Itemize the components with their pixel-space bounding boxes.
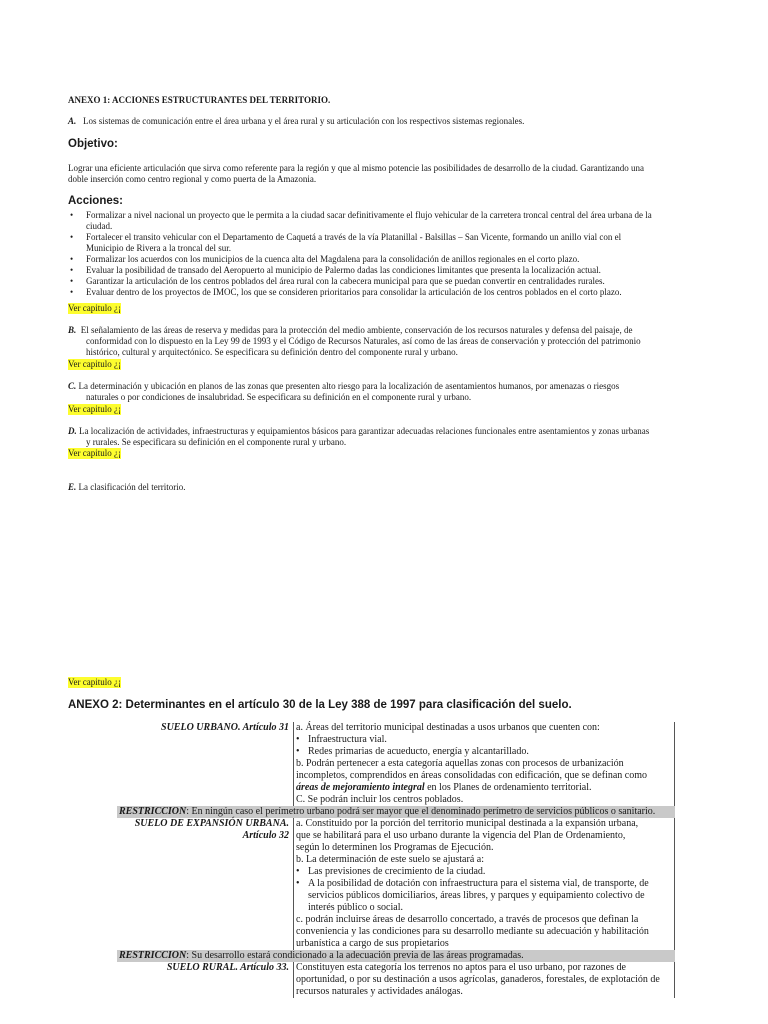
list-item — [68, 232, 728, 254]
action-line: • Formalizar los acuerdos con los municipios de la cuenca alta del Magdalena para la consolidación de anillos regionales en el corto plazo. — [86, 254, 580, 264]
section-d — [68, 426, 728, 448]
expansion-soil-label-line: Artículo 32 — [242, 830, 289, 841]
restriction-text: : Su desarrollo estará condicionado a la adecuación previa de las áreas programadas. — [186, 950, 524, 961]
expansion-soil-a: según lo determinen los Programas de Ejecución. — [296, 842, 494, 853]
restriction-1 — [117, 806, 675, 818]
see-chapter-link[interactable]: Ver capitulo ¿¡ — [68, 677, 121, 687]
urban-soil-c: C. Se podrán incluir los centros poblados. — [296, 794, 464, 805]
list-item — [68, 276, 728, 287]
table-row — [117, 950, 675, 962]
table-row — [117, 818, 675, 950]
objective-line: doble inserción como centro regional y como puerta de la Amazonia. — [68, 174, 317, 184]
annex2-title: ANEXO 2: Determinantes en el artículo 30 de la Ley 388 de 1997 para clasificación del suelo. — [68, 699, 572, 711]
section-b-line: El señalamiento de las áreas de reserva y medidas para la protección del medio ambiente, conservación de los recursos naturales y defensa del paisaje, de — [80, 325, 633, 335]
list-item: • Infraestructura vial. — [296, 734, 672, 746]
urban-soil-bullets — [296, 734, 672, 758]
list-item — [68, 265, 728, 276]
see-chapter-link[interactable]: Ver capitulo ¿¡ — [68, 448, 121, 458]
section-a-letter: A. — [68, 116, 77, 126]
expansion-soil-bullets — [296, 866, 672, 914]
actions-list — [68, 210, 728, 298]
rural-soil-content: Constituyen esta categoría los terrenos no aptos para el uso urbano, por razones de oportunidad, o por su destinación a usos agrícolas, ganaderos, forestales, de explotación de recursos naturales y actividades análogas. — [294, 962, 675, 998]
table-row — [117, 806, 675, 818]
list-item: • Redes primarias de acueducto, energía y alcantarillado. — [296, 746, 672, 758]
annex1-title: ANEXO 1: ACCIONES ESTRUCTURANTES DEL TERRITORIO. — [68, 95, 331, 105]
restriction-label: RESTRICCION — [119, 806, 187, 817]
actions-heading: Acciones: — [68, 195, 123, 207]
action-line: • Garantizar la articulación de los centros poblados del área rural con la cabecera municipal para que se puedan convertir en centralidades rurales. — [86, 276, 605, 286]
section-b — [68, 325, 728, 358]
restriction-text: : En ningún caso el perímetro urbano podrá ser mayor que el denominado perímetro de servicios públicos o sanitario. — [186, 806, 656, 817]
section-e-text: La clasificación del territorio. — [78, 482, 186, 492]
action-line: • Evaluar dentro de los proyectos de IMOC, los que se consideren prioritarios para consolidar la articulación de los centros poblados en el corto plazo. — [86, 287, 622, 297]
expansion-soil-content — [294, 818, 675, 950]
list-item — [68, 210, 728, 232]
section-e — [68, 482, 185, 493]
expansion-soil-b: b. La determinación de este suelo se ajustará a: — [296, 854, 484, 865]
rural-soil-label: SUELO RURAL. Artículo 33. — [166, 962, 289, 973]
action-line: ciudad. — [86, 221, 113, 231]
see-chapter-link[interactable]: Ver capitulo ¿¡ — [68, 404, 121, 414]
urban-soil-content — [294, 722, 675, 806]
action-line: • Formalizar a nivel nacional un proyecto que le permita a la ciudad sacar definitivamente el flujo vehicular de la carretera troncal central del área urbana de la — [86, 210, 652, 220]
section-d-line: y rurales. Se especificara su definición en el componente rural y urbano. — [86, 437, 347, 447]
urban-soil-b: incompletos, comprendidos en áreas consolidadas con edificación, que se definan como — [296, 770, 647, 781]
expansion-soil-label-line: SUELO DE EXPANSIÓN URBANA. — [134, 818, 289, 829]
table-row — [117, 722, 675, 806]
urban-soil-b — [296, 782, 672, 794]
soil-classification-table — [117, 722, 675, 998]
list-item: • A la posibilidad de dotación con infraestructura para el sistema vial, de transporte, de servicios públicos domiciliarios, áreas libres, y parques y equipamiento colectivo de interés público o social. — [296, 878, 672, 914]
expansion-soil-label — [117, 818, 294, 950]
section-d-line: La localización de actividades, infraestructuras y equipamientos básicos para garantizar adecuadas relaciones funcionales entre asentamientos y zonas urbanas — [79, 426, 650, 436]
section-b-letter: B. — [68, 325, 77, 335]
restriction-label: RESTRICCION — [119, 950, 187, 961]
objective-line: Lograr una eficiente articulación que sirva como referente para la región y que al mismo potencie las posibilidades de desarrollo de la ciudad. Garantizando una — [68, 163, 645, 173]
urban-soil-label: SUELO URBANO. Artículo 31 — [161, 722, 289, 733]
list-item: • Las previsiones de crecimiento de la ciudad. — [296, 866, 672, 878]
restriction-2 — [117, 950, 675, 962]
table-row — [117, 962, 675, 998]
action-line: • Fortalecer el transito vehicular con el Departamento de Caquetá a través de la vía Platanillal - Balsillas – San Vicente, formando un anillo vial con el — [86, 232, 622, 242]
section-b-line: histórico, cultural y arquitectónico. Se especificara su definición dentro del componente rural y urbano. — [86, 347, 458, 357]
urban-soil-a: a. Áreas del territorio municipal destinadas a usos urbanos que cuenten con: — [296, 722, 600, 733]
urban-soil-b-emphasis: áreas de mejoramiento integral — [296, 782, 425, 793]
urban-soil-b: b. Podrán pertenecer a esta categoría aquellas zonas con procesos de urbanización — [296, 758, 624, 769]
expansion-soil-a: que se habilitará para el uso urbano durante la vigencia del Plan de Ordenamiento, — [296, 830, 626, 841]
list-item — [68, 287, 728, 298]
objective-heading: Objetivo: — [68, 138, 118, 150]
action-line: Municipio de Rivera a la troncal del sur. — [86, 243, 231, 253]
expansion-soil-c: c. podrán incluirse áreas de desarrollo concertado, a través de procesos que definan la conveniencia y las condiciones para su desarrollo mediante su adecuación y habilitación urbanística a cargo de sus propietarios — [296, 914, 649, 949]
section-d-letter: D. — [68, 426, 77, 436]
section-c-line: naturales o por condiciones de insalubridad. Se especificara su definición en el componente rural y urbano. — [86, 392, 472, 402]
expansion-soil-a: a. Constituido por la porción del territorio municipal destinada a la expansión urbana, — [296, 818, 639, 829]
section-b-line: conformidad con lo dispuesto en la Ley 99 de 1993 y el Código de Recursos Naturales, así como de las áreas de conservación y protección del patrimonio — [86, 336, 641, 346]
see-chapter-link[interactable]: Ver capitulo ¿¡ — [68, 359, 121, 369]
section-c — [68, 381, 728, 403]
action-line: • Evaluar la posibilidad de transado del Aeropuerto al municipio de Palermo dadas las condiciones limitantes que presenta la localización actual. — [86, 265, 601, 275]
section-a-text: Los sistemas de comunicación entre el área urbana y el área rural y su articulación con los respectivos sistemas regionales. — [83, 116, 525, 126]
urban-soil-b-rest: en los Planes de ordenamiento territorial. — [424, 782, 592, 793]
section-e-letter: E. — [68, 482, 77, 492]
section-c-line: La determinación y ubicación en planos de las zonas que presenten alto riesgo para la localización de asentamientos humanos, por amenazas o riesgos — [78, 381, 620, 391]
list-item — [68, 254, 728, 265]
objective-text — [68, 163, 728, 185]
section-c-letter: C. — [68, 381, 77, 391]
see-chapter-link[interactable]: Ver capitulo ¿¡ — [68, 303, 121, 313]
section-a — [68, 116, 708, 127]
